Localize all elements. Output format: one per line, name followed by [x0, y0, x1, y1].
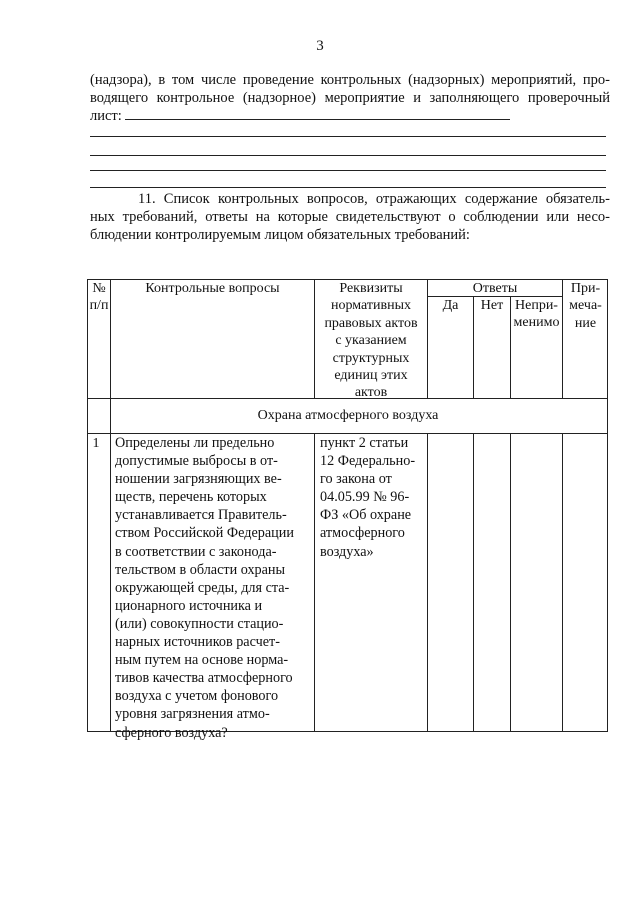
header-refs-line-6: единиц этих: [334, 368, 408, 384]
reference-line: го закона от: [320, 471, 392, 488]
intro-paragraph: [90, 71, 610, 125]
col-divider-na-bottom: [562, 434, 563, 732]
col-divider-questions-bottom: [314, 434, 315, 732]
reference-line: пункт 2 статьи: [320, 435, 409, 451]
question-line: в соответствии с законода-: [115, 543, 277, 560]
row-1-note-cell[interactable]: [563, 436, 608, 456]
row-1-answer-na-cell[interactable]: [511, 436, 562, 456]
item-11-paragraph: [90, 190, 610, 244]
header-num-line-1: №: [92, 281, 106, 296]
header-refs-line-1: Реквизиты: [339, 281, 403, 296]
header-refs-line-5: структурных: [332, 350, 410, 366]
intro-line-1: (надзора), в том числе проведение контрольных (надзорных) мероприятий, про-: [90, 72, 610, 88]
fill-in-blank: [125, 107, 510, 120]
question-line: ношении загрязняющих ве-: [115, 471, 282, 488]
header-num-line-2: п/п: [89, 298, 109, 314]
reference-line: воздуха»: [320, 543, 374, 560]
item-11-line-2: ных требований, ответы на которые свидетельствуют о соблюдении или несо-: [90, 209, 610, 225]
question-line: ществ, перечень которых: [115, 489, 267, 506]
header-note-line-2: меча-: [569, 298, 602, 314]
question-line: сферного воздуха?: [115, 724, 228, 741]
question-line: нарных источников расчет-: [115, 634, 280, 651]
header-note: [563, 280, 608, 332]
header-yes: Да: [442, 298, 459, 313]
reference-line: 04.05.99 № 96-: [320, 489, 410, 506]
question-line: устанавливается Правитель-: [115, 507, 287, 524]
question-line: окружающей среды, для ста-: [115, 579, 290, 596]
header-refs-line-3: правовых актов: [324, 315, 418, 331]
fill-in-line-4: [90, 187, 606, 188]
header-refs: [315, 280, 427, 402]
header-answers: Ответы: [472, 281, 518, 296]
question-line: (или) совокупности стацио-: [115, 615, 284, 632]
header-refs-line-4: с указанием: [335, 333, 407, 349]
intro-line-3: [90, 108, 510, 124]
row-1-num: 1: [92, 436, 100, 451]
header-note-line-3: ние: [574, 315, 597, 331]
question-line: тивов качества атмосферного: [115, 670, 293, 687]
header-not-applicable: [511, 297, 562, 332]
question-line: ством Российской Федерации: [115, 525, 294, 542]
question-line: тельством в области охраны: [115, 561, 286, 578]
header-note-line-1: При-: [570, 281, 601, 296]
question-line: допустимые выбросы в от-: [115, 453, 278, 470]
row-1-answer-no-cell[interactable]: [474, 436, 510, 456]
question-line: ционарного источника и: [115, 597, 263, 614]
item-11-line-3: блюдении контролируемым лицом обязательных требований:: [90, 227, 470, 243]
intro-line-2: водящего контрольное (надзорное) мероприятие и заполняющего проверочный: [90, 90, 610, 106]
reference-line: ФЗ «Об охране: [320, 507, 412, 524]
fill-in-line-3: [90, 170, 606, 171]
page-number: 3: [316, 38, 324, 54]
fill-in-line-1: [90, 136, 606, 137]
item-11-line-1: 11. Список контрольных вопросов, отражающих содержание обязатель-: [138, 191, 610, 207]
fill-in-line-2: [90, 155, 606, 156]
question-line: уровня загрязнения атмо-: [115, 706, 270, 723]
question-line: воздуха с учетом фонового: [115, 688, 279, 705]
header-na-line-2: менимо: [513, 315, 560, 331]
header-refs-line-2: нормативных: [330, 298, 411, 314]
col-divider-yes-bottom: [473, 434, 474, 732]
intro-line-3-text: лист:: [90, 108, 122, 124]
header-na-line-1: Непри-: [515, 298, 558, 313]
col-divider-refs-bottom: [427, 434, 428, 732]
question-line: Определены ли предельно: [115, 435, 275, 451]
checklist-table: [87, 279, 608, 741]
header-num: [88, 280, 110, 315]
row-1-legal-reference: [320, 434, 427, 561]
section-title: Охрана атмосферного воздуха: [257, 408, 439, 423]
header-no: Нет: [480, 298, 504, 313]
header-refs-line-7: актов: [354, 385, 388, 401]
col-divider-no-bottom: [510, 434, 511, 732]
col-divider-num: [110, 280, 111, 732]
header-questions: Контрольные вопросы: [145, 281, 280, 296]
reference-line: 12 Федерально-: [320, 453, 416, 470]
reference-line: атмосферного: [320, 525, 405, 542]
question-line: ным путем на основе норма-: [115, 652, 289, 669]
row-1-answer-yes-cell[interactable]: [428, 436, 473, 456]
row-1-question: [115, 434, 314, 742]
